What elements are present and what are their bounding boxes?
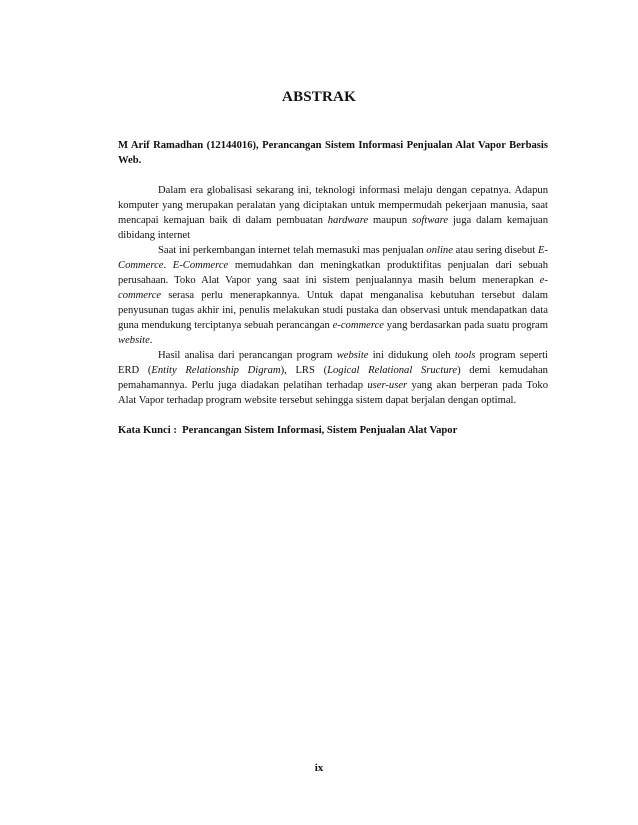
paragraph-2 [118, 243, 548, 348]
author-line: M Arif Ramadhan (12144016), Perancangan Sistem Informasi Penjualan Alat Vapor Berbasis Web. [118, 140, 548, 166]
paragraph-text: memudahkan dan meningkatkan produktifitas penjualan dari sebuah perusahaan. Toko Alat Vapor yang saat ini sistem penjualannya masih belum menerapkan [118, 260, 549, 286]
paragraph-text: maupun [368, 215, 413, 226]
page-title: ABSTRAK [282, 89, 356, 105]
italic-term: website [118, 335, 150, 346]
paragraph-text: Hasil analisa dari perancangan program [158, 350, 337, 361]
italic-term: e-commerce [332, 320, 384, 331]
paragraph-1 [118, 183, 548, 243]
italic-term: E-Commerce [118, 245, 548, 271]
paragraph-text: ), LRS ( [280, 365, 328, 376]
italic-term: user-user [367, 380, 408, 391]
italic-term: E-Commerce [172, 260, 229, 271]
page-number: ix [314, 762, 324, 774]
paragraph-text: yang berdasarkan pada suatu program [383, 320, 548, 331]
keywords-line [118, 423, 548, 438]
paragraph-text: ) demi kemudahan pemahamannya. Perlu juga diadakan pelatihan terhadap [118, 365, 548, 391]
paragraph-text: juga dalam kemajuan dibidang internet [118, 215, 548, 241]
italic-term: hardware [327, 215, 369, 226]
paragraph-text: . [149, 335, 153, 346]
paragraph-text: atau sering disebut [452, 245, 538, 256]
italic-term: Entity Relationship Digram [151, 365, 281, 376]
italic-term: tools [454, 350, 476, 361]
paragraph-text: ini didukung oleh [368, 350, 455, 361]
paragraph-text: yang akan berperan pada Toko Alat Vapor terhadap program website tersebut sehingga sistem dapat berjalan dengan optimal. [118, 380, 548, 406]
italic-term: online [426, 245, 453, 256]
paragraph-text: program seperti ERD ( [118, 350, 548, 376]
paragraph-text: Dalam era globalisasi sekarang ini, teknologi informasi melaju dengan cepatnya. Adapun komputer yang merupakan peralatan yang diciptakan untuk mempermudah pekerjaan manusia, saat mencapai kemajuan baik di dalam pembuatan [118, 185, 548, 226]
abstract-body [118, 138, 548, 438]
paragraph-text: . [163, 260, 173, 271]
keywords-label: Kata Kunci : [118, 425, 177, 436]
paragraph-text: serasa perlu menerapkannya. Untuk dapat menganalisa kebutuhan tersebut dalam penyusunan tugas akhir ini, penulis melakukan studi pustaka dan observasi untuk mendapatkan data guna mendukung terciptanya sebuah perancangan [118, 290, 548, 331]
italic-term: Logical Relational Sructure [327, 365, 458, 376]
italic-term: website [336, 350, 369, 361]
italic-term: e-commerce [118, 275, 548, 301]
italic-term: software [412, 215, 449, 226]
paragraph-text: Saat ini perkembangan internet telah memasuki mas penjualan [158, 245, 427, 256]
paragraph-3 [118, 348, 548, 408]
keywords-value: Perancangan Sistem Informasi, Sistem Penjualan Alat Vapor [182, 425, 458, 436]
